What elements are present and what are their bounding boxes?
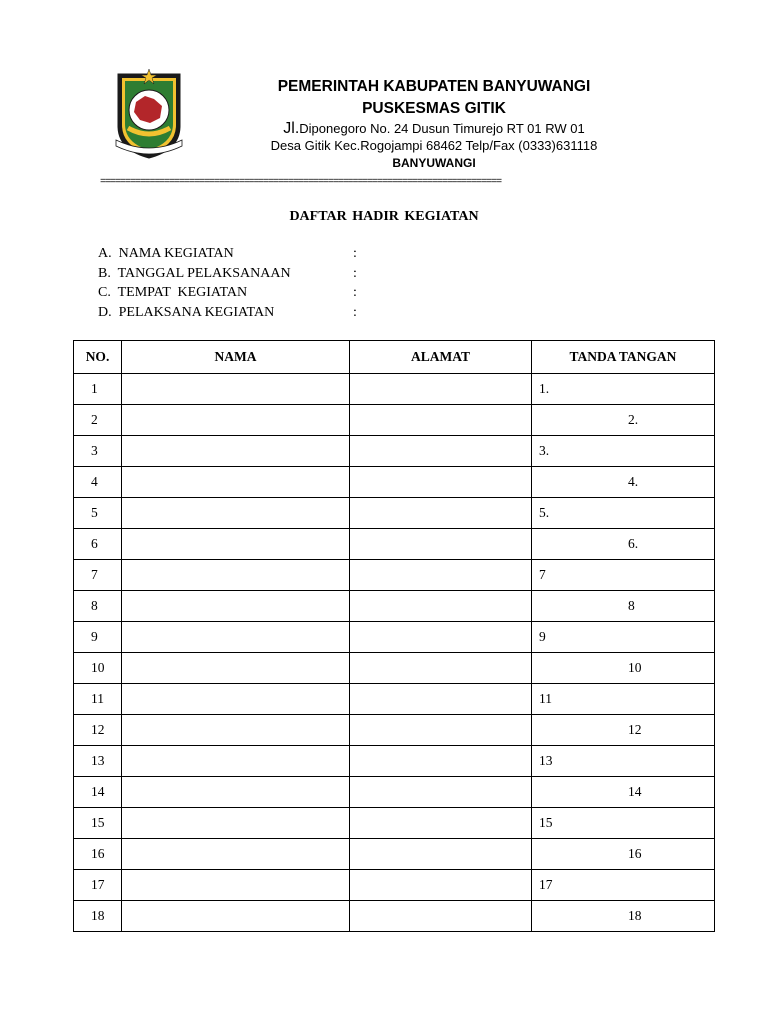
table-row bbox=[74, 901, 715, 932]
signature-cell[interactable]: 18 bbox=[532, 901, 715, 932]
row-number: 6 bbox=[74, 529, 122, 560]
table-row bbox=[74, 436, 715, 467]
field-label: B. TANGGAL PELAKSANAAN bbox=[98, 265, 291, 281]
table-row bbox=[74, 498, 715, 529]
signature-cell[interactable]: 5. bbox=[532, 498, 715, 529]
name-cell[interactable] bbox=[122, 560, 350, 591]
signature-cell[interactable]: 10 bbox=[532, 653, 715, 684]
name-cell[interactable] bbox=[122, 436, 350, 467]
name-cell[interactable] bbox=[122, 746, 350, 777]
address-cell[interactable] bbox=[350, 498, 532, 529]
table-row bbox=[74, 467, 715, 498]
row-number: 12 bbox=[74, 715, 122, 746]
table-row bbox=[74, 870, 715, 901]
name-cell[interactable] bbox=[122, 653, 350, 684]
table-row bbox=[74, 684, 715, 715]
address-cell[interactable] bbox=[350, 622, 532, 653]
field-implementation-date bbox=[98, 264, 498, 284]
name-cell[interactable] bbox=[122, 684, 350, 715]
address-cell[interactable] bbox=[350, 529, 532, 560]
field-label: A. NAMA KEGIATAN bbox=[98, 246, 234, 261]
signature-cell[interactable]: 4. bbox=[532, 467, 715, 498]
document-title: DAFTAR HADIR KEGIATAN bbox=[289, 209, 479, 224]
name-cell[interactable] bbox=[122, 777, 350, 808]
table-row bbox=[74, 560, 715, 591]
row-number: 10 bbox=[74, 653, 122, 684]
signature-cell[interactable]: 9 bbox=[532, 622, 715, 653]
address-cell[interactable] bbox=[350, 591, 532, 622]
table-row bbox=[74, 777, 715, 808]
row-number: 9 bbox=[74, 622, 122, 653]
address-cell[interactable] bbox=[350, 777, 532, 808]
field-colon: : bbox=[353, 304, 357, 320]
row-number: 16 bbox=[74, 839, 122, 870]
field-activity-place bbox=[98, 283, 498, 303]
address-cell[interactable] bbox=[350, 684, 532, 715]
column-header-name: NAMA bbox=[122, 341, 350, 374]
table-row bbox=[74, 839, 715, 870]
address-cell[interactable] bbox=[350, 870, 532, 901]
row-number: 13 bbox=[74, 746, 122, 777]
signature-cell[interactable]: 12 bbox=[532, 715, 715, 746]
name-cell[interactable] bbox=[122, 870, 350, 901]
address-cell[interactable] bbox=[350, 405, 532, 436]
field-organizer bbox=[98, 303, 498, 323]
signature-cell[interactable]: 15 bbox=[532, 808, 715, 839]
row-number: 2 bbox=[74, 405, 122, 436]
name-cell[interactable] bbox=[122, 405, 350, 436]
table-row bbox=[74, 715, 715, 746]
name-cell[interactable] bbox=[122, 529, 350, 560]
table-row bbox=[74, 653, 715, 684]
address-prefix: Jl. bbox=[283, 120, 300, 137]
signature-cell[interactable]: 2. bbox=[532, 405, 715, 436]
address-line-1 bbox=[230, 120, 638, 138]
table-row bbox=[74, 622, 715, 653]
name-cell[interactable] bbox=[122, 591, 350, 622]
field-colon: : bbox=[353, 265, 357, 281]
field-label: D. PELAKSANA KEGIATAN bbox=[98, 304, 275, 320]
name-cell[interactable] bbox=[122, 839, 350, 870]
name-cell[interactable] bbox=[122, 498, 350, 529]
attendance-table-body bbox=[74, 374, 715, 932]
letterhead-text bbox=[230, 76, 638, 173]
institution-name: PUSKESMAS GITIK bbox=[362, 100, 506, 117]
address-cell[interactable] bbox=[350, 374, 532, 405]
attendance-table bbox=[73, 340, 715, 932]
field-activity-name bbox=[98, 244, 498, 264]
letterhead-divider: ================================================================================= bbox=[100, 177, 502, 188]
signature-cell[interactable]: 6. bbox=[532, 529, 715, 560]
activity-info-fields bbox=[98, 244, 498, 322]
row-number: 5 bbox=[74, 498, 122, 529]
column-header-no: NO. bbox=[74, 341, 122, 374]
city-name: BANYUWANGI bbox=[392, 156, 476, 170]
address-cell[interactable] bbox=[350, 901, 532, 932]
address-line-2: Desa Gitik Kec.Rogojampi 68462 Telp/Fax (0333)631118 bbox=[270, 138, 598, 153]
name-cell[interactable] bbox=[122, 467, 350, 498]
table-row bbox=[74, 529, 715, 560]
column-header-signature: TANDA TANGAN bbox=[532, 341, 715, 374]
row-number: 7 bbox=[74, 560, 122, 591]
name-cell[interactable] bbox=[122, 901, 350, 932]
row-number: 17 bbox=[74, 870, 122, 901]
name-cell[interactable] bbox=[122, 808, 350, 839]
address-cell[interactable] bbox=[350, 715, 532, 746]
signature-cell[interactable]: 7 bbox=[532, 560, 715, 591]
row-number: 4 bbox=[74, 467, 122, 498]
signature-cell[interactable]: 8 bbox=[532, 591, 715, 622]
name-cell[interactable] bbox=[122, 374, 350, 405]
row-number: 14 bbox=[74, 777, 122, 808]
table-row bbox=[74, 405, 715, 436]
address-cell[interactable] bbox=[350, 560, 532, 591]
address-cell[interactable] bbox=[350, 808, 532, 839]
row-number: 18 bbox=[74, 901, 122, 932]
address-cell[interactable] bbox=[350, 436, 532, 467]
table-row bbox=[74, 374, 715, 405]
banyuwangi-coat-of-arms-logo bbox=[112, 66, 186, 160]
column-header-address: ALAMAT bbox=[350, 341, 532, 374]
table-row bbox=[74, 746, 715, 777]
signature-cell[interactable]: 16 bbox=[532, 839, 715, 870]
signature-cell[interactable]: 17 bbox=[532, 870, 715, 901]
name-cell[interactable] bbox=[122, 715, 350, 746]
address-cell[interactable] bbox=[350, 746, 532, 777]
signature-cell[interactable]: 11 bbox=[532, 684, 715, 715]
table-row bbox=[74, 808, 715, 839]
row-number: 1 bbox=[74, 374, 122, 405]
table-header-row bbox=[74, 341, 715, 374]
name-cell[interactable] bbox=[122, 622, 350, 653]
row-number: 11 bbox=[74, 684, 122, 715]
address-cell[interactable] bbox=[350, 839, 532, 870]
signature-cell[interactable]: 14 bbox=[532, 777, 715, 808]
row-number: 8 bbox=[74, 591, 122, 622]
row-number: 15 bbox=[74, 808, 122, 839]
address-street: Diponegoro No. 24 Dusun Timurejo RT 01 RW 01 bbox=[299, 121, 585, 136]
row-number: 3 bbox=[74, 436, 122, 467]
signature-cell[interactable]: 3. bbox=[532, 436, 715, 467]
field-colon: : bbox=[353, 285, 357, 300]
field-label: C. TEMPAT KEGIATAN bbox=[98, 285, 248, 300]
address-cell[interactable] bbox=[350, 467, 532, 498]
government-name: PEMERINTAH KABUPATEN BANYUWANGI bbox=[277, 78, 591, 95]
address-cell[interactable] bbox=[350, 653, 532, 684]
table-row bbox=[74, 591, 715, 622]
letterhead bbox=[0, 0, 768, 200]
signature-cell[interactable]: 1. bbox=[532, 374, 715, 405]
signature-cell[interactable]: 13 bbox=[532, 746, 715, 777]
field-colon: : bbox=[353, 246, 357, 261]
